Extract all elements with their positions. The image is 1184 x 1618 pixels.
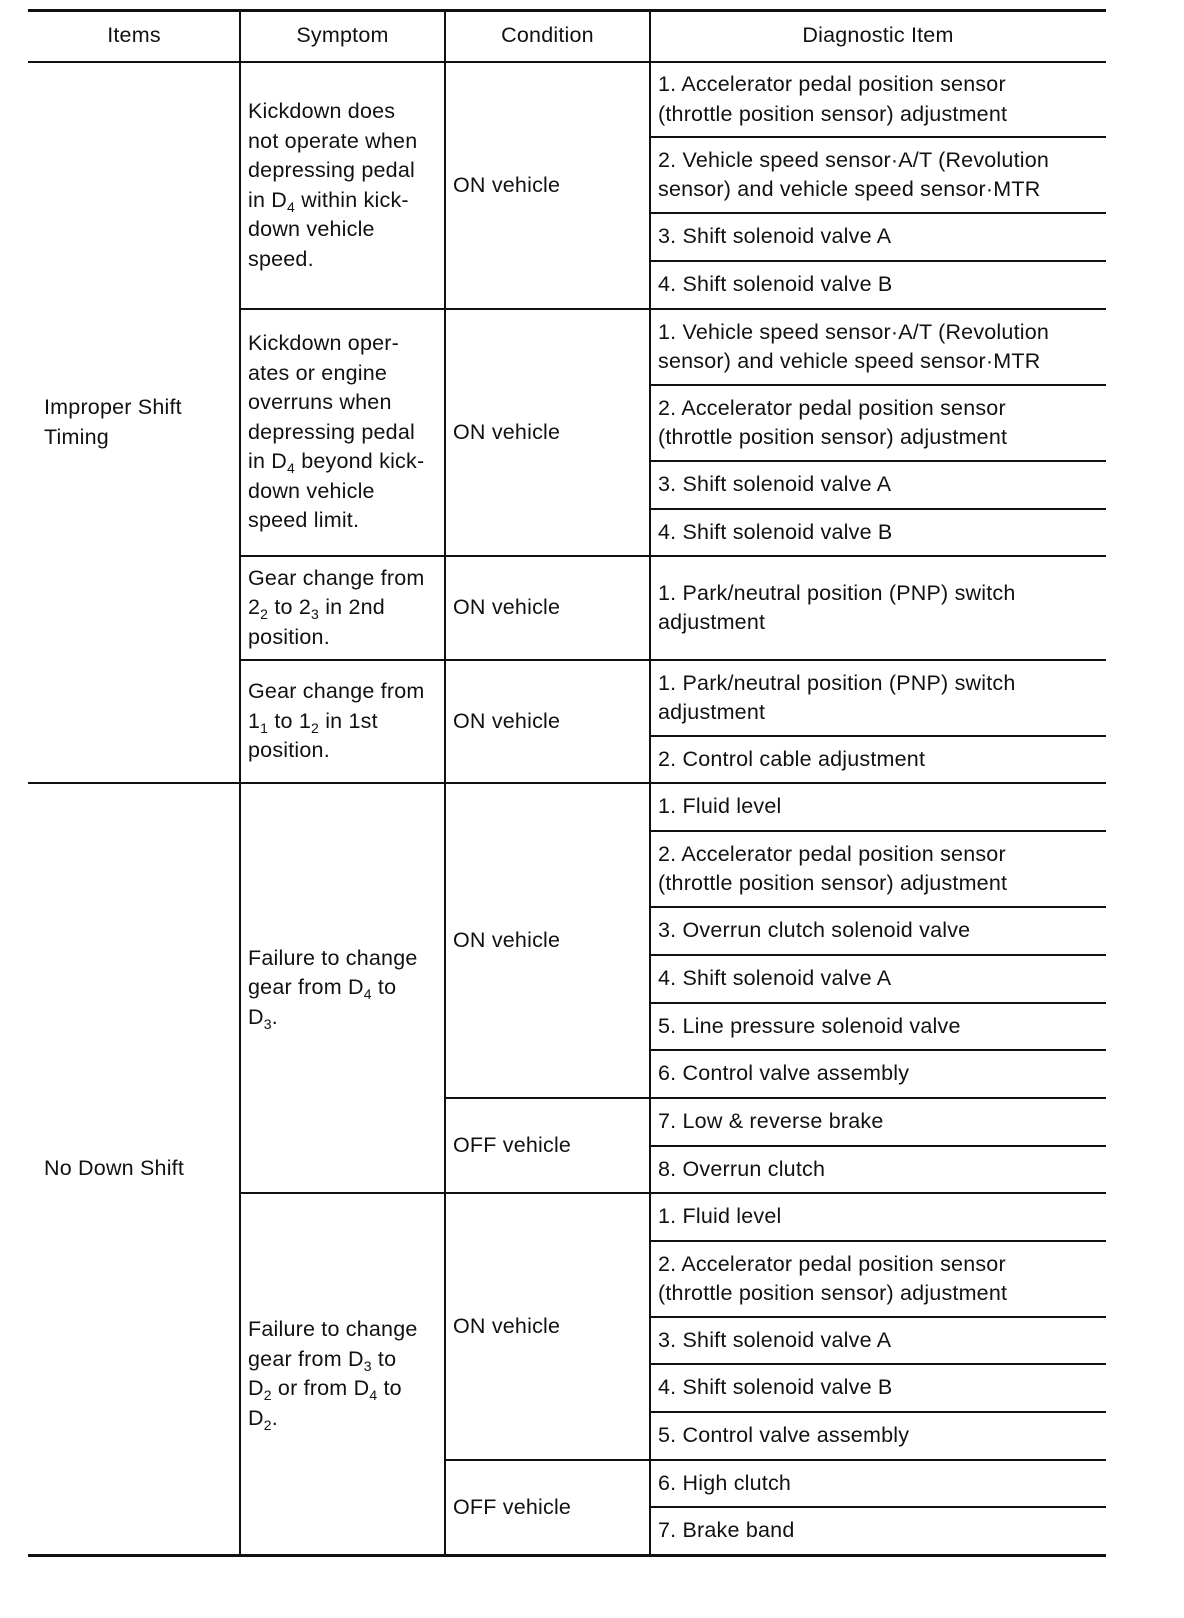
symptom-cell bbox=[240, 660, 445, 783]
symptom-line bbox=[248, 707, 424, 737]
cell-line: 4. Shift solenoid valve B bbox=[658, 272, 893, 297]
cell-line: 4. Shift solenoid valve A bbox=[658, 966, 892, 991]
text-run: down vehicle bbox=[248, 478, 375, 503]
text-run: ates or engine bbox=[248, 360, 388, 385]
text-run: depressing pedal bbox=[248, 158, 415, 182]
condition-cell bbox=[445, 1098, 650, 1193]
cell-line: 6. High clutch bbox=[658, 1470, 792, 1495]
condition-cell bbox=[445, 783, 650, 1098]
diagnostic-cell bbox=[650, 660, 1106, 736]
diagnostic-rule bbox=[650, 1506, 1106, 1508]
condition-text: OFF vehicle bbox=[453, 1494, 572, 1519]
cell-line: 2. Control cable adjustment bbox=[658, 746, 926, 771]
diagnostic-cell bbox=[650, 1317, 1106, 1364]
text-run: . bbox=[271, 1004, 278, 1029]
cell-line: sensor) and vehicle speed sensor·MTR bbox=[658, 349, 1041, 373]
text-run: Failure to change bbox=[248, 1317, 418, 1341]
text-run: to bbox=[371, 975, 397, 1000]
cell-line: adjustment bbox=[658, 700, 766, 724]
header-rule bbox=[28, 61, 1106, 63]
symptom-line bbox=[248, 156, 417, 186]
diagnostic-cell bbox=[650, 736, 1106, 783]
text-run: in D bbox=[248, 449, 288, 474]
header-condition: Condition bbox=[501, 23, 594, 48]
diagnostic-rule bbox=[650, 384, 1106, 386]
diagnostic-rule bbox=[650, 906, 1106, 908]
text-run: position. bbox=[248, 624, 330, 649]
subscript: 3 bbox=[363, 1357, 372, 1374]
text-run: Gear change from bbox=[248, 565, 425, 590]
diagnostic-cell bbox=[650, 1460, 1106, 1507]
symptom-line bbox=[248, 388, 424, 418]
symptom-line bbox=[248, 944, 418, 974]
cell-line: 1. Park/neutral position (PNP) switch bbox=[658, 670, 1016, 695]
symptom-line bbox=[248, 623, 424, 653]
diagnostic-rule bbox=[650, 830, 1106, 832]
symptom-cell bbox=[240, 309, 445, 556]
text-run: . bbox=[271, 1405, 278, 1430]
diagnostic-rule bbox=[650, 212, 1106, 214]
diagnostic-cell bbox=[650, 783, 1106, 831]
symptom-line bbox=[248, 1374, 418, 1404]
cell-line: 1. Park/neutral position (PNP) switch bbox=[658, 580, 1016, 605]
condition-cell bbox=[445, 1460, 650, 1555]
symptom-rule bbox=[240, 659, 1106, 661]
symptom-cell bbox=[240, 783, 445, 1193]
condition-text: ON vehicle bbox=[453, 595, 561, 620]
diagnostic-rule bbox=[650, 1363, 1106, 1365]
subscript: 4 bbox=[369, 1387, 378, 1403]
text-run: D bbox=[248, 1004, 264, 1029]
diagnostic-cell bbox=[650, 556, 1106, 660]
item-cell bbox=[28, 783, 240, 1555]
text-run: to bbox=[371, 1346, 397, 1371]
cell-line: 2. Accelerator pedal position sensor bbox=[658, 1251, 1006, 1276]
header-items: Items bbox=[107, 23, 161, 48]
diagnostic-cell bbox=[650, 509, 1106, 556]
symptom-line bbox=[248, 564, 424, 594]
cell-line: 3. Shift solenoid valve A bbox=[658, 472, 892, 497]
cell-line: 3. Shift solenoid valve A bbox=[658, 224, 892, 249]
bottom-border bbox=[28, 1554, 1106, 1557]
symptom-line bbox=[248, 97, 417, 127]
condition-cell bbox=[445, 556, 650, 660]
text-run: speed. bbox=[248, 246, 314, 271]
text-run: 2 bbox=[248, 595, 261, 620]
diagnostic-cell bbox=[650, 137, 1106, 213]
diagnostic-cell bbox=[650, 1003, 1106, 1050]
diagnostic-rule bbox=[650, 260, 1106, 262]
cell-line: 2. Accelerator pedal position sensor bbox=[658, 841, 1006, 866]
cell-line: (throttle position sensor) adjustment bbox=[658, 871, 1008, 895]
diagnostic-rule bbox=[650, 1411, 1106, 1413]
symptom-line bbox=[248, 506, 424, 536]
text-run: or from D bbox=[271, 1376, 370, 1400]
column-rule bbox=[239, 10, 241, 1555]
column-rule bbox=[649, 10, 651, 1555]
cell-line: sensor) and vehicle speed sensor·MTR bbox=[658, 177, 1041, 201]
text-run: Failure to change bbox=[248, 945, 418, 970]
cell-line: 1. Fluid level bbox=[658, 1204, 782, 1229]
diagnostic-rule bbox=[650, 460, 1106, 462]
cell-line: 1. Vehicle speed sensor·A/T (Revolution bbox=[658, 319, 1050, 344]
cell-line: (throttle position sensor) adjustment bbox=[658, 101, 1008, 126]
text-run: depressing pedal bbox=[248, 419, 415, 444]
condition-text: ON vehicle bbox=[453, 708, 561, 733]
diagnostic-rule bbox=[650, 1049, 1106, 1051]
symptom-cell bbox=[240, 1193, 445, 1555]
cell-line: No Down Shift bbox=[44, 1156, 185, 1181]
text-run: to bbox=[377, 1376, 402, 1400]
symptom-line bbox=[248, 1315, 418, 1345]
item-cell bbox=[28, 62, 240, 783]
header-diagnostic-item: Diagnostic Item bbox=[802, 23, 954, 48]
text-run: in 2nd bbox=[319, 595, 385, 620]
diagnostic-cell bbox=[650, 1050, 1106, 1098]
diagnostic-cell bbox=[650, 1146, 1106, 1193]
cell-line: 7. Brake band bbox=[658, 1518, 795, 1543]
subscript: 2 bbox=[311, 719, 320, 736]
condition-text: ON vehicle bbox=[453, 419, 561, 444]
text-run: down vehicle bbox=[248, 217, 375, 241]
cell-line: (throttle position sensor) adjustment bbox=[658, 425, 1008, 449]
diagnostic-rule bbox=[650, 1240, 1106, 1242]
symptom-line bbox=[248, 127, 417, 157]
symptom-line bbox=[248, 359, 424, 389]
cell-line: 7. Low & reverse brake bbox=[658, 1109, 884, 1134]
diagnostic-cell bbox=[650, 62, 1106, 137]
symptom-line bbox=[248, 593, 424, 623]
subscript: 2 bbox=[260, 606, 269, 623]
condition-cell bbox=[445, 1193, 650, 1460]
symptom-line bbox=[248, 245, 417, 275]
symptom-line bbox=[248, 186, 417, 216]
text-run: not operate when bbox=[248, 128, 418, 153]
cell-line: 6. Control valve assembly bbox=[658, 1061, 910, 1086]
symptom-line bbox=[248, 1404, 418, 1434]
diagnostic-cell bbox=[650, 213, 1106, 261]
symptom-line bbox=[248, 447, 424, 477]
cell-line: 5. Line pressure solenoid valve bbox=[658, 1013, 961, 1038]
diagnostic-rule bbox=[650, 1002, 1106, 1004]
text-run: D bbox=[248, 1405, 264, 1430]
diagnostic-cell bbox=[650, 955, 1106, 1003]
diagnostic-cell bbox=[650, 461, 1106, 509]
diagnostic-cell bbox=[650, 831, 1106, 907]
cell-line: 1. Fluid level bbox=[658, 794, 782, 819]
header-symptom: Symptom bbox=[296, 23, 389, 48]
diagnostic-cell bbox=[650, 1241, 1106, 1317]
subscript: 4 bbox=[363, 986, 372, 1003]
text-run: overruns when bbox=[248, 390, 392, 415]
subscript: 2 bbox=[263, 1387, 272, 1403]
diagnostic-rule bbox=[650, 735, 1106, 737]
cell-line: 2. Vehicle speed sensor·A/T (Revolution bbox=[658, 147, 1050, 172]
symptom-rule bbox=[240, 308, 1106, 310]
symptom-rule bbox=[240, 555, 1106, 557]
diagnostic-rule bbox=[650, 1316, 1106, 1318]
diagnostic-rule bbox=[650, 136, 1106, 138]
condition-text: ON vehicle bbox=[453, 927, 561, 952]
cell-line: 1. Accelerator pedal position sensor bbox=[658, 72, 1006, 96]
text-run: Kickdown does bbox=[248, 99, 396, 123]
text-run: speed limit. bbox=[248, 508, 360, 533]
diagnostic-cell bbox=[650, 1412, 1106, 1460]
condition-text: ON vehicle bbox=[453, 1313, 561, 1338]
diagnostic-rule bbox=[650, 508, 1106, 510]
text-run: position. bbox=[248, 738, 330, 763]
diagnostic-cell bbox=[650, 385, 1106, 461]
subscript: 4 bbox=[287, 198, 296, 215]
symptom-cell bbox=[240, 62, 445, 309]
text-run: in 1st bbox=[319, 708, 378, 733]
subscript: 2 bbox=[263, 1416, 272, 1433]
symptom-line bbox=[248, 418, 424, 448]
condition-cell bbox=[445, 309, 650, 556]
symptom-line bbox=[248, 329, 424, 359]
text-run: Kickdown oper- bbox=[248, 331, 399, 356]
symptom-rule bbox=[240, 1192, 1106, 1194]
condition-rule bbox=[445, 1097, 1106, 1099]
text-run: beyond kick- bbox=[295, 449, 425, 474]
condition-cell bbox=[445, 660, 650, 783]
cell-line: 5. Control valve assembly bbox=[658, 1423, 910, 1448]
cell-line: adjustment bbox=[658, 610, 766, 634]
symptom-line bbox=[248, 215, 417, 245]
condition-text: OFF vehicle bbox=[453, 1132, 572, 1157]
diagnostic-rule bbox=[650, 1145, 1106, 1147]
diagnostic-cell bbox=[650, 1364, 1106, 1412]
text-run: to 1 bbox=[268, 708, 312, 733]
cell-line: (throttle position sensor) adjustment bbox=[658, 1281, 1008, 1305]
diagnostic-cell bbox=[650, 309, 1106, 385]
diagnostic-cell bbox=[650, 1098, 1106, 1146]
text-run: gear from D bbox=[248, 975, 364, 1000]
diagnostic-cell bbox=[650, 907, 1106, 955]
text-run: gear from D bbox=[248, 1346, 364, 1371]
symptom-cell bbox=[240, 556, 445, 660]
cell-line: 3. Overrun clutch solenoid valve bbox=[658, 918, 971, 943]
cell-line: 2. Accelerator pedal position sensor bbox=[658, 395, 1006, 420]
diagnostic-cell bbox=[650, 261, 1106, 309]
text-run: in D bbox=[248, 187, 288, 212]
cell-line: 8. Overrun clutch bbox=[658, 1156, 826, 1181]
symptom-line bbox=[248, 736, 424, 766]
subscript: 1 bbox=[260, 719, 269, 736]
group-rule bbox=[28, 782, 1106, 784]
cell-line: 4. Shift solenoid valve B bbox=[658, 519, 893, 544]
cell-line: Improper Shift bbox=[44, 395, 182, 419]
text-run: to 2 bbox=[268, 595, 312, 620]
symptom-line bbox=[248, 1003, 418, 1033]
diagnostic-cell bbox=[650, 1193, 1106, 1241]
column-rule bbox=[444, 10, 446, 1555]
cell-line: Timing bbox=[44, 424, 109, 449]
condition-cell bbox=[445, 62, 650, 309]
symptom-line bbox=[248, 677, 424, 707]
symptom-line bbox=[248, 973, 418, 1003]
condition-rule bbox=[445, 1459, 1106, 1461]
text-run: Gear change from bbox=[248, 679, 425, 704]
text-run: D bbox=[248, 1376, 264, 1400]
text-run: 1 bbox=[248, 708, 261, 733]
subscript: 4 bbox=[287, 460, 296, 477]
cell-line: 4. Shift solenoid valve B bbox=[658, 1375, 893, 1400]
symptom-line bbox=[248, 477, 424, 507]
symptom-line bbox=[248, 1345, 418, 1375]
diagnostic-rule bbox=[650, 954, 1106, 956]
subscript: 3 bbox=[311, 606, 320, 623]
subscript: 3 bbox=[263, 1015, 272, 1032]
top-border bbox=[28, 9, 1106, 12]
text-run: within kick- bbox=[295, 187, 409, 212]
cell-line: 3. Shift solenoid valve A bbox=[658, 1327, 892, 1352]
diagnostic-cell bbox=[650, 1507, 1106, 1555]
condition-text: ON vehicle bbox=[453, 172, 561, 197]
